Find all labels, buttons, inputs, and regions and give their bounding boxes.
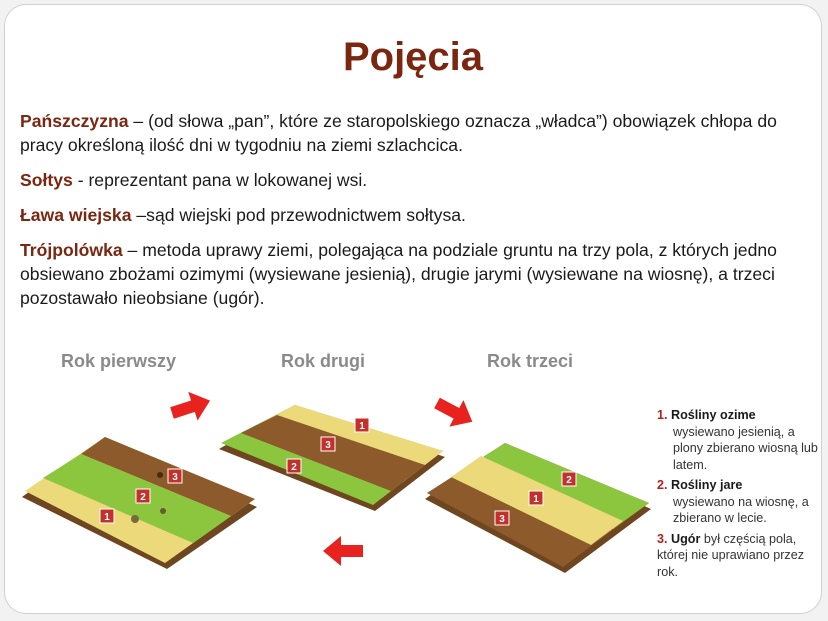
- field-marker-label: 2: [291, 462, 297, 473]
- definition-text: – (od słowa „pan”, które ze staropolskiego oznacza „władca”) obowiązek chłopa do pracy określoną ilość dni w tygodniu na ziemi szlachcica.: [20, 111, 777, 155]
- legend-number: 1.: [657, 408, 668, 422]
- three-field-diagram: [5, 341, 822, 614]
- field-marker-1: [529, 491, 543, 505]
- field-marker-3: [168, 469, 182, 483]
- arrow-down-right-icon: [430, 390, 479, 435]
- field-year-three: [425, 443, 651, 573]
- legend-description: wysiewano jesienią, a plony zbierano wiosną lub latem.: [673, 424, 818, 472]
- definition-panszczyzna: [20, 109, 810, 157]
- year-label-second: Rok drugi: [281, 351, 365, 371]
- diagram-legend: [657, 407, 819, 584]
- legend-description: był częścią pola, której nie uprawiano przez rok.: [657, 531, 805, 579]
- field-marker-1: [355, 418, 369, 432]
- field-marker-2: [562, 472, 576, 486]
- definition-text: –sąd wiejski pod przewodnictwem sołtysa.: [131, 205, 466, 225]
- plowman-icon: [157, 472, 163, 478]
- legend-item: [657, 477, 819, 527]
- year-label-third: Rok trzeci: [487, 351, 574, 371]
- field-marker-label: 1: [104, 512, 110, 523]
- definition-trojpolowka: [20, 238, 810, 310]
- definition-term: Sołtys: [20, 170, 73, 190]
- legend-item: [657, 531, 819, 581]
- field-year-one: [22, 437, 257, 569]
- harvester-icon: [160, 508, 166, 514]
- field-marker-1: [100, 509, 114, 523]
- field-marker-label: 3: [172, 472, 178, 483]
- fields-illustration: [5, 341, 655, 614]
- field-marker-label: 1: [533, 494, 539, 505]
- field-marker-label: 2: [140, 492, 146, 503]
- legend-item: [657, 407, 819, 473]
- legend-number: 3.: [657, 531, 668, 546]
- legend-description: wysiewano na wiosnę, a zbierano w lecie.: [673, 494, 809, 525]
- field-marker-label: 2: [566, 475, 572, 486]
- definition-term: Ława wiejska: [20, 205, 132, 225]
- definition-text: – metoda uprawy ziemi, polegająca na podziale gruntu na trzy pola, z których jedno obsiewano zbożami ozimymi (wysiewane jesienią), drugie jarymi (wysiewane na wiosnę), a trzeci pozostawało nieobsiane (ugór).: [20, 240, 777, 308]
- definition-soltys: [20, 168, 810, 192]
- field-marker-label: 1: [359, 421, 365, 432]
- arrow-right-icon: [167, 386, 214, 427]
- legend-number: 2.: [657, 478, 668, 492]
- slide: [4, 4, 822, 614]
- legend-name: Rośliny ozime: [671, 408, 756, 422]
- definition-lawa-wiejska: [20, 203, 810, 227]
- field-marker-label: 3: [499, 514, 505, 525]
- field-marker-3: [495, 511, 509, 525]
- definitions-list: [20, 109, 810, 321]
- field-marker-2: [287, 459, 301, 473]
- year-label-first: Rok pierwszy: [61, 351, 177, 371]
- field-year-two: [219, 405, 445, 511]
- field-marker-3: [321, 437, 335, 451]
- definition-term: Pańszczyzna: [20, 111, 129, 131]
- field-marker-label: 3: [325, 440, 331, 451]
- legend-name: Rośliny jare: [671, 478, 743, 492]
- arrow-left-icon: [323, 536, 363, 566]
- slide-title: Pojęcia: [342, 35, 484, 79]
- definition-text: - reprezentant pana w lokowanej wsi.: [72, 170, 368, 190]
- harvester-icon: [131, 515, 139, 523]
- field-marker-2: [136, 489, 150, 503]
- definition-term: Trójpolówka: [20, 240, 123, 260]
- legend-name: Ugór: [671, 531, 701, 546]
